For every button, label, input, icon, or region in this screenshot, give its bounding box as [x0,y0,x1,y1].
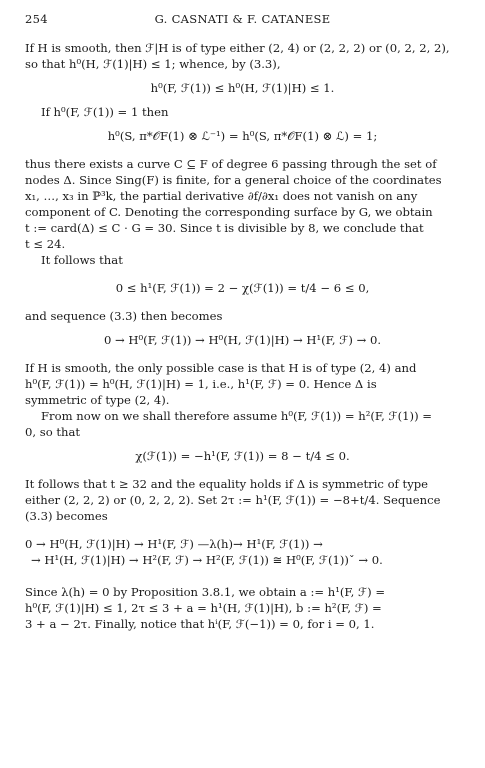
text-line: nodes Δ. Since Sing(F) is finite, for a general choice of the coordinates [25,173,442,187]
text-line: and sequence (3.3) then becomes [25,309,223,323]
text-line: so that h⁰(H, ℱ(1)|H) ≤ 1; whence, by (3.3), [25,57,281,71]
display-equation: → H¹(H, ℱ(1)|H) → H²(F, ℱ) → H²(F, ℱ(1)) ≅ H⁰(F, ℱ(1))ˇ → 0. [31,553,383,567]
text-line: symmetric of type (2, 4). [25,393,170,407]
text-line: If h⁰(F, ℱ(1)) = 1 then [41,105,169,119]
text-line: Since λ(h) = 0 by Proposition 3.8.1, we obtain a := h¹(F, ℱ) = [25,585,386,599]
text-line: thus there exists a curve C ⊆ F of degree 6 passing through the set of [25,157,437,171]
text-line: If H is smooth, the only possible case is that H is of type (2, 4) and [25,361,417,375]
text-line: If H is smooth, then ℱ|H is of type either (2, 4) or (2, 2, 2) or (0, 2, 2, 2), [25,41,450,55]
display-equation: χ(ℱ(1)) = −h¹(F, ℱ(1)) = 8 − t/4 ≤ 0. [135,449,350,463]
text-line: h⁰(F, ℱ(1)) = h⁰(H, ℱ(1)|H) = 1, i.e., h¹(F, ℱ) = 0. Hence Δ is [25,377,377,391]
text-line: 0, so that [25,425,81,439]
text-line: 3 + a − 2τ. Finally, notice that hⁱ(F, ℱ(−1)) = 0, for i = 0, 1. [25,617,375,631]
text-line: component of C. Denoting the corresponding surface by G, we obtain [25,205,433,219]
text-line: It follows that t ≥ 32 and the equality holds if Δ is symmetric of type [25,477,429,491]
display-equation: h⁰(S, π*𝒪F(1) ⊗ ℒ⁻¹) = h⁰(S, π*𝒪F(1) ⊗ ℒ) = 1; [107,129,378,143]
display-equation: 0 ≤ h¹(F, ℱ(1)) = 2 − χ(ℱ(1)) = t/4 − 6 ≤ 0, [115,281,370,295]
text-line: From now on we shall therefore assume h⁰(F, ℱ(1)) = h²(F, ℱ(1)) = [41,409,432,423]
text-line: h⁰(F, ℱ(1)|H) ≤ 1, 2τ ≤ 3 + a = h¹(H, ℱ(1)|H), b := h²(F, ℱ) = [25,601,382,615]
text-line: It follows that [41,253,123,267]
page-header [25,12,460,26]
text-line: t := card(Δ) ≤ C · G = 30. Since t is divisible by 8, we conclude that [25,221,424,235]
display-equation: 0 → H⁰(H, ℱ(1)|H) → H¹(F, ℱ) —λ(h)→ H¹(F, ℱ(1)) → [25,537,323,551]
display-equation: 0 → H⁰(F, ℱ(1)) → H⁰(H, ℱ(1)|H) → H¹(F, ℱ) → 0. [103,333,382,347]
running-title: G. CASNATI & F. CATANESE [154,12,331,26]
text-line: x₁, …, x₃ in ℙ³k, the partial derivative ∂f/∂x₁ does not vanish on any [25,189,418,203]
page-number: 254 [25,12,48,26]
text-line: (3.3) becomes [25,509,108,523]
text-line: t ≤ 24. [25,237,66,251]
text-line: either (2, 2, 2) or (0, 2, 2, 2). Set 2τ := h¹(F, ℱ(1)) = −8+t/4. Sequence [25,493,441,507]
display-equation: h⁰(F, ℱ(1)) ≤ h⁰(H, ℱ(1)|H) ≤ 1. [150,81,335,95]
